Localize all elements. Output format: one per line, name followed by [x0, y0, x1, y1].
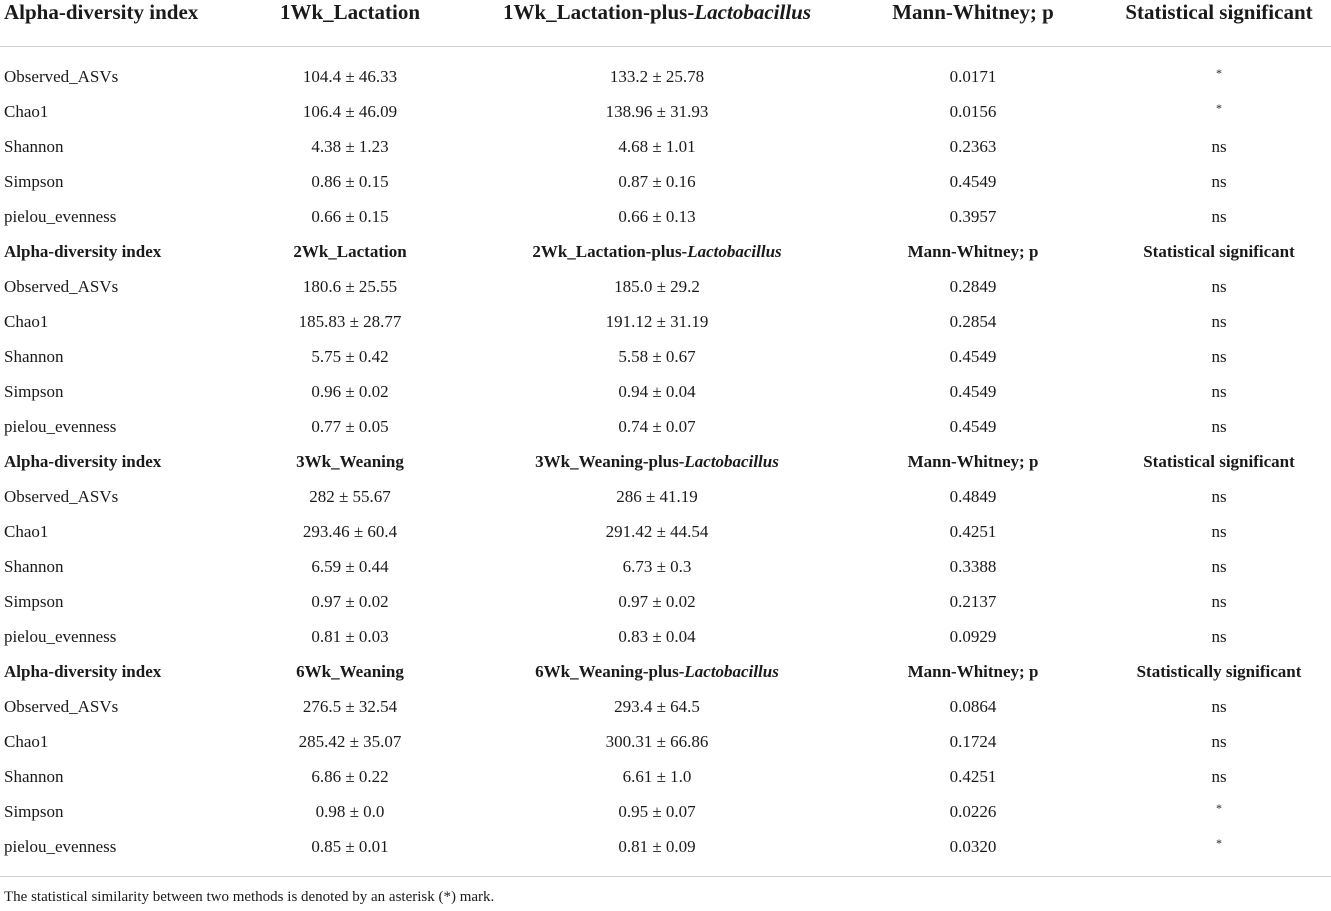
- table-row: [0, 479, 1331, 514]
- cell-group-a: 0.96 ± 0.02: [311, 382, 389, 401]
- cell-index: Shannon: [4, 767, 64, 786]
- cell-group-b: 0.95 ± 0.07: [618, 802, 696, 821]
- cell-significance: ns: [1211, 627, 1227, 646]
- cell-significance: ns: [1211, 522, 1227, 541]
- cell-group-a: 106.4 ± 46.09: [302, 102, 398, 121]
- cell-group-a: 0.97 ± 0.02: [311, 592, 389, 611]
- cell-significance: ns: [1211, 697, 1227, 716]
- cell-p-value: 0.2849: [949, 277, 997, 296]
- cell-significance: ns: [1211, 592, 1227, 611]
- cell-group-a: 276.5 ± 32.54: [302, 697, 398, 716]
- cell-group-b: 286 ± 41.19: [616, 487, 698, 506]
- cell-significance: ns: [1211, 312, 1227, 331]
- cell-group-b: 0.94 ± 0.04: [618, 382, 696, 401]
- table-row: [0, 199, 1331, 234]
- cell-group-a: 0.81 ± 0.03: [311, 627, 389, 646]
- cell-group-a: 104.4 ± 46.33: [302, 67, 398, 86]
- cell-group-a: 6.59 ± 0.44: [311, 557, 389, 576]
- cell-index: pielou_evenness: [4, 417, 117, 436]
- cell-group-b: 5.58 ± 0.67: [618, 347, 696, 366]
- table-row: [0, 374, 1331, 409]
- cell-p-value: 0.0171: [949, 67, 997, 86]
- cell-group-b: 6.73 ± 0.3: [622, 557, 692, 576]
- cell-p-value: 0.0864: [949, 697, 997, 716]
- cell-p-value: 0.3388: [949, 557, 997, 576]
- cell-significance: Statistical significant: [1143, 452, 1295, 471]
- cell-index: Chao1: [4, 522, 49, 541]
- cell-p-value: 0.0929: [949, 627, 997, 646]
- cell-significance: ns: [1211, 347, 1227, 366]
- cell-index: Shannon: [4, 137, 64, 156]
- cell-index: Observed_ASVs: [4, 277, 119, 296]
- cell-group-a: 6Wk_Weaning: [296, 662, 404, 681]
- header-group-b-italic: Lactobacillus: [694, 0, 812, 24]
- table-row: [0, 829, 1331, 864]
- table-row: [0, 304, 1331, 339]
- cell-p-value: 0.4549: [949, 347, 997, 366]
- cell-index: Chao1: [4, 312, 49, 331]
- cell-group-b: 185.0 ± 29.2: [614, 277, 700, 296]
- cell-group-b: [535, 444, 779, 479]
- cell-group-a: 0.98 ± 0.0: [315, 802, 385, 821]
- cell-significance: ns: [1211, 487, 1227, 506]
- table-row: [0, 689, 1331, 724]
- cell-p-value: 0.4549: [949, 172, 997, 191]
- cell-index: pielou_evenness: [4, 207, 117, 226]
- cell-index: Chao1: [4, 102, 49, 121]
- cell-group-b: 0.66 ± 0.13: [618, 207, 696, 226]
- cell-significance: ns: [1211, 732, 1227, 751]
- header-group-b-prefix: 1Wk_Lactation-plus-: [502, 0, 695, 24]
- cell-significance: ns: [1211, 767, 1227, 786]
- cell-p-value: 0.0156: [949, 102, 997, 121]
- cell-significance: ns: [1211, 172, 1227, 191]
- cell-significance: *: [1216, 66, 1222, 80]
- cell-group-b: 0.81 ± 0.09: [618, 837, 696, 856]
- cell-index: Simpson: [4, 382, 64, 401]
- cell-group-b-italic: Lactobacillus: [687, 242, 782, 261]
- cell-group-a: 185.83 ± 28.77: [298, 312, 402, 331]
- header-mann-whitney: Mann-Whitney; p: [892, 0, 1054, 24]
- table-subheader-row: [0, 444, 1331, 479]
- cell-index: Simpson: [4, 802, 64, 821]
- cell-p-value: 0.4251: [949, 522, 997, 541]
- cell-index: Alpha-diversity index: [4, 662, 162, 681]
- header-rule: [0, 46, 1331, 47]
- cell-group-b: 291.42 ± 44.54: [605, 522, 709, 541]
- header-group-a: 1Wk_Lactation: [279, 0, 421, 24]
- cell-p-value: 0.4549: [949, 382, 997, 401]
- header-group-b: [503, 0, 811, 25]
- table-row: [0, 94, 1331, 129]
- cell-group-a: 282 ± 55.67: [309, 487, 391, 506]
- cell-group-a: 0.77 ± 0.05: [311, 417, 389, 436]
- cell-p-value: 0.4849: [949, 487, 997, 506]
- table-row: [0, 549, 1331, 584]
- cell-index: Simpson: [4, 592, 64, 611]
- cell-group-b-prefix: 6Wk_Weaning-plus-: [535, 662, 685, 681]
- cell-significance: ns: [1211, 417, 1227, 436]
- table-row: [0, 724, 1331, 759]
- cell-group-b-italic: Lactobacillus: [684, 662, 779, 681]
- cell-index: pielou_evenness: [4, 627, 117, 646]
- cell-significance: *: [1216, 101, 1222, 115]
- cell-index: Chao1: [4, 732, 49, 751]
- cell-group-b: 133.2 ± 25.78: [609, 67, 705, 86]
- cell-significance: *: [1216, 836, 1222, 850]
- cell-group-b: 300.31 ± 66.86: [605, 732, 709, 751]
- cell-index: Observed_ASVs: [4, 487, 119, 506]
- cell-significance: *: [1216, 801, 1222, 815]
- cell-p-value: 0.2854: [949, 312, 997, 331]
- cell-group-b: [535, 654, 779, 689]
- table-header: [0, 0, 1331, 32]
- header-alpha-diversity-index: Alpha-diversity index: [4, 0, 199, 24]
- table-row: [0, 794, 1331, 829]
- table-row: [0, 129, 1331, 164]
- table-row: [0, 514, 1331, 549]
- cell-p-value: Mann-Whitney; p: [907, 452, 1039, 471]
- footer-rule: [0, 876, 1331, 877]
- cell-significance: ns: [1211, 277, 1227, 296]
- cell-group-a: 285.42 ± 35.07: [298, 732, 402, 751]
- table-footnote: The statistical similarity between two methods is denoted by an asterisk (*) mark.: [4, 889, 495, 905]
- cell-p-value: 0.0320: [949, 837, 997, 856]
- cell-index: Shannon: [4, 347, 64, 366]
- table-row: [0, 619, 1331, 654]
- cell-group-b-prefix: 3Wk_Weaning-plus-: [535, 452, 685, 471]
- cell-group-a: 3Wk_Weaning: [296, 452, 404, 471]
- cell-group-b: 0.87 ± 0.16: [618, 172, 696, 191]
- cell-group-b: 0.97 ± 0.02: [618, 592, 696, 611]
- cell-p-value: 0.3957: [949, 207, 997, 226]
- cell-group-b: [532, 234, 781, 269]
- cell-significance: Statistically significant: [1136, 662, 1302, 681]
- cell-group-a: 2Wk_Lactation: [293, 242, 407, 261]
- cell-p-value: 0.1724: [949, 732, 997, 751]
- cell-index: Observed_ASVs: [4, 697, 119, 716]
- table-row: [0, 269, 1331, 304]
- cell-group-b-italic: Lactobacillus: [684, 452, 779, 471]
- table-row: [0, 164, 1331, 199]
- cell-significance: ns: [1211, 557, 1227, 576]
- table-row: [0, 339, 1331, 374]
- cell-p-value: Mann-Whitney; p: [907, 242, 1039, 261]
- cell-p-value: 0.4251: [949, 767, 997, 786]
- cell-group-a: 5.75 ± 0.42: [311, 347, 389, 366]
- cell-significance: ns: [1211, 382, 1227, 401]
- cell-significance: Statistical significant: [1143, 242, 1295, 261]
- cell-group-a: 0.85 ± 0.01: [311, 837, 389, 856]
- cell-group-b: 6.61 ± 1.0: [622, 767, 692, 786]
- cell-group-a: 180.6 ± 25.55: [302, 277, 398, 296]
- cell-index: Shannon: [4, 557, 64, 576]
- cell-index: pielou_evenness: [4, 837, 117, 856]
- cell-p-value: Mann-Whitney; p: [907, 662, 1039, 681]
- table-subheader-row: [0, 654, 1331, 689]
- cell-index: Simpson: [4, 172, 64, 191]
- cell-p-value: 0.0226: [949, 802, 997, 821]
- cell-group-a: 293.46 ± 60.4: [302, 522, 398, 541]
- cell-index: Alpha-diversity index: [4, 452, 162, 471]
- table-subheader-row: [0, 234, 1331, 269]
- cell-group-b: 191.12 ± 31.19: [605, 312, 709, 331]
- cell-p-value: 0.2363: [949, 137, 997, 156]
- table-row: [0, 409, 1331, 444]
- cell-index: Alpha-diversity index: [4, 242, 162, 261]
- cell-p-value: 0.2137: [949, 592, 997, 611]
- cell-group-a: 0.86 ± 0.15: [311, 172, 389, 191]
- cell-p-value: 0.4549: [949, 417, 997, 436]
- table-row: [0, 759, 1331, 794]
- cell-group-a: 6.86 ± 0.22: [311, 767, 389, 786]
- cell-group-b: 4.68 ± 1.01: [618, 137, 696, 156]
- cell-group-b: 0.74 ± 0.07: [618, 417, 696, 436]
- cell-group-b: 293.4 ± 64.5: [614, 697, 700, 716]
- cell-group-a: 4.38 ± 1.23: [311, 137, 389, 156]
- cell-group-b: 138.96 ± 31.93: [605, 102, 709, 121]
- cell-group-a: 0.66 ± 0.15: [311, 207, 389, 226]
- cell-significance: ns: [1211, 137, 1227, 156]
- cell-group-b-prefix: 2Wk_Lactation-plus-: [532, 242, 688, 261]
- table-row: [0, 59, 1331, 94]
- cell-significance: ns: [1211, 207, 1227, 226]
- table-row: [0, 584, 1331, 619]
- header-significance: Statistical significant: [1125, 0, 1313, 24]
- cell-group-b: 0.83 ± 0.04: [618, 627, 696, 646]
- cell-index: Observed_ASVs: [4, 67, 119, 86]
